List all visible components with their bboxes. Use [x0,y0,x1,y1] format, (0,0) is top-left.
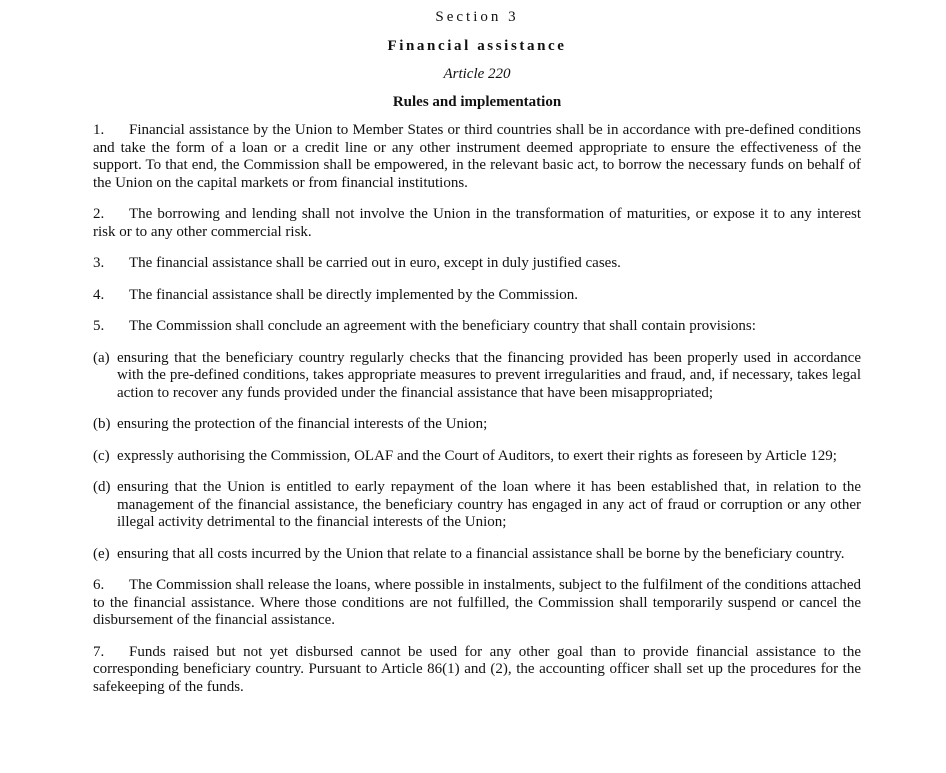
section-title: Section 3 [435,9,519,25]
paragraph-text: Financial assistance by the Union to Member States or third countries shall be in accordance with pre-defined conditions and take the form of a loan or a credit line or any other instrument deemed appropriate to ensure the effectiveness of the support. To that end, the Commission shall be empowered, in the relevant basic act, to borrow the necessary funds on behalf of the Union on the capital markets or from financial institutions. [93,122,861,191]
item-marker: (e) [93,545,110,562]
paragraph-1 [93,122,861,192]
paragraph-number: 3. [93,255,105,271]
paragraph-3 [93,255,861,273]
article-number: Article 220 [443,66,511,82]
list-item-d [93,479,861,532]
list-item-a [93,350,861,403]
item-text: ensuring that all costs incurred by the Union that relate to a financial assistance shall be borne by the beneficiary country. [117,545,845,562]
item-text: ensuring the protection of the financial interests of the Union; [117,416,488,432]
paragraph-5 [93,318,861,336]
paragraph-text: The Commission shall release the loans, where possible in instalments, subject to the fulfilment of the conditions attached to the financial assistance. Where those conditions are not fulfilled, the Commission shall temporarily suspend or cancel the disbursement of the financial assistance. [93,577,861,628]
paragraph-text: The financial assistance shall be directly implemented by the Commission. [129,286,579,303]
section-heading: Financial assistance [387,38,567,54]
item-marker: (d) [93,479,111,495]
paragraph-number: 7. [93,643,105,660]
paragraph-text: The Commission shall conclude an agreement with the beneficiary country that shall contain provisions: [129,318,756,334]
article-title: Rules and implementation [392,94,562,110]
paragraph-text: The borrowing and lending shall not involve the Union in the transformation of maturities, or expose it to any interest risk or to any other commercial risk. [93,206,861,240]
item-marker: (b) [93,416,111,432]
item-marker: (c) [93,447,110,464]
item-text: expressly authorising the Commission, OLAF and the Court of Auditors, to exert their rights as foreseen by Article 129; [117,447,837,464]
document-page [93,0,861,696]
item-text: ensuring that the Union is entitled to early repayment of the loan where it has been established that, in relation to the management of the financial assistance, the beneficiary country has engaged in any act of fraud or corruption or any other illegal activity detrimental to the financial interests of the Union; [117,479,861,530]
paragraph-2 [93,206,861,241]
paragraph-4 [93,287,861,305]
paragraph-7 [93,644,861,697]
paragraph-number: 1. [93,122,105,138]
paragraph-number: 6. [93,577,105,593]
paragraph-6 [93,577,861,630]
paragraph-text: Funds raised but not yet disbursed cannot be used for any other goal than to provide financial assistance to the corresponding beneficiary country. Pursuant to Article 86(1) and (2), the accounting officer shall set up the procedures for the safekeeping of the funds. [93,643,861,695]
item-marker: (a) [93,349,110,366]
list-item-b [93,416,861,434]
paragraph-text: The financial assistance shall be carried out in euro, except in duly justified cases. [129,255,621,271]
paragraph-number: 5. [93,318,105,334]
paragraph-number: 4. [93,286,105,303]
list-item-e [93,546,861,564]
paragraph-number: 2. [93,206,105,222]
list-item-c [93,448,861,466]
item-text: ensuring that the beneficiary country regularly checks that the financing provided has been properly used in accordance with the pre-defined conditions, takes appropriate measures to prevent irregularities and fraud, and, if necessary, takes legal action to recover any funds provided under the financial assistance that have been misappropriated; [117,349,861,401]
